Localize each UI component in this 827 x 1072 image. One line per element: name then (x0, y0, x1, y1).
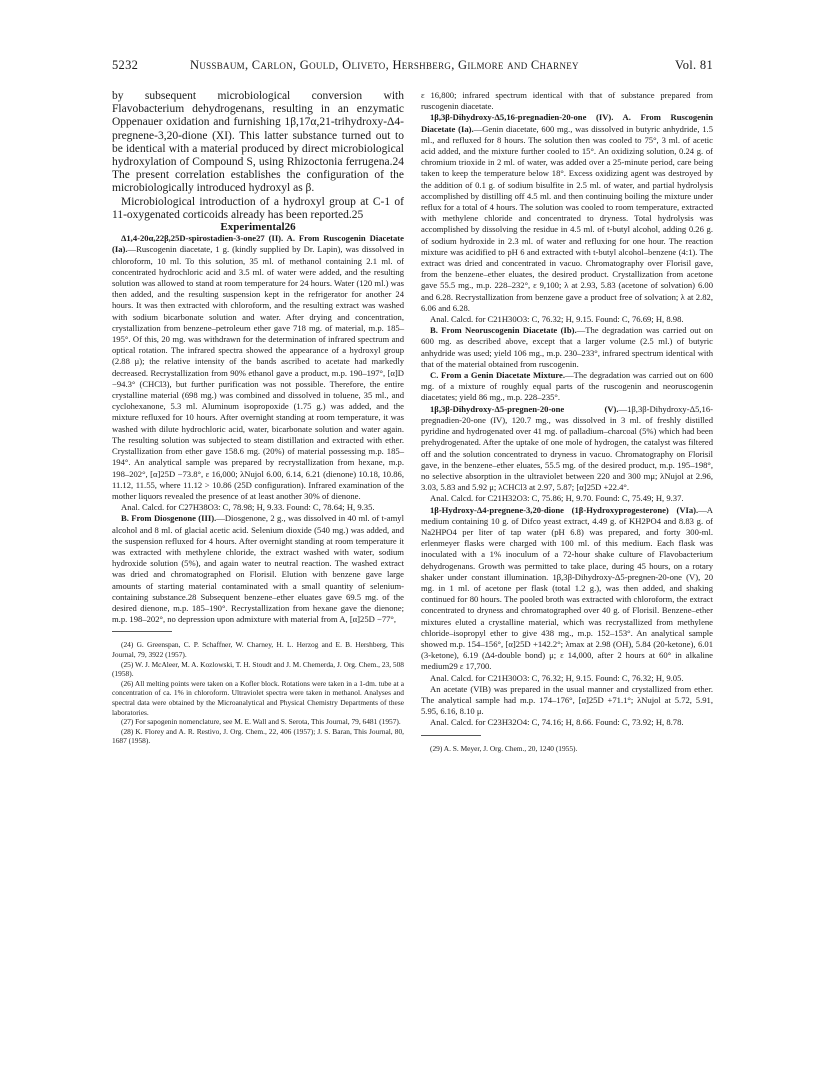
procedure-vib: An acetate (VIB) was prepared in the usual manner and crystallized from ether. The analytical sample had m.p. 174–176°, [α]25D +71.1°; λNujol at 5.72, 5.91, 5.95, 6.16, 8.10 μ. (421, 683, 713, 717)
running-header (112, 58, 713, 76)
footnote-divider (112, 631, 172, 632)
procedure-b-body: —Diosgenone, 2 g., was dissolved in 40 ml. of t-amyl alcohol and 8 ml. of glacial acetic acid. Selenium dioxide (540 mg.) was added, and the suspension refluxed for 4 hours. After overnight standing at room temperature it was extracted with methylene chloride, the extract washed with water, sodium hydroxide solution (5%), and again water to neutral reaction. The washed extract was dried and chromatographed on Florisil. Elution with benzene gave large amounts of starting material contaminated with a small quantity of selenium-containing substance.28 Subsequent benzene–ether eluates gave 69.5 mg. of the desired dienone, m.p. 185–190°. Recrystallization from hexane gave the dienone; m.p. 198–202°, no depression upon admixture with material from A, [α]25D −77°, (112, 513, 404, 625)
procedure-via-heading: 1β-Hydroxy-Δ4-pregnene-3,20-dione (1β-Hydroxyprogesterone) (VIa). (430, 504, 699, 515)
intro-paragraph-2: Microbiological introduction of a hydroxyl group at C-1 of 11-oxygenated corticoids already has been reported.25 (112, 195, 404, 221)
procedure-via (421, 505, 713, 673)
running-title: Nussbaum, Carlon, Gould, Oliveto, Hershberg, Gilmore and Charney (190, 58, 579, 72)
footnotes-right (421, 744, 713, 754)
procedure-iv-c (421, 370, 713, 404)
analysis-vib: Anal. Calcd. for C23H32O4: C, 74.16; H, 8.66. Found: C, 73.92; H, 8.78. (430, 717, 684, 728)
analysis-a: Anal. Calcd. for C27H38O3: C, 78.98; H, 9.33. Found: C, 78.64; H, 9.35. (121, 502, 375, 513)
procedure-iv-body: —Genin diacetate, 600 mg., was dissolved in butyric anhydride, 1.5 ml., and refluxed for 8 hours. The solution then was cooled to 75°, 3 ml. of acetic acid added, and the mixture further cooled to 15°. An oxidizing solution, 0.24 g. of chromium trioxide in 2 ml. of water, was added over a 25-minute period, care being taken to keep the temperature below 18°. Excess oxidizing agent was destroyed by the addition of 0.1 g. of sodium bisulfite in 2.5 ml. of water, and partial hydrolysis accomplished by distilling off 4.5 ml. and then continuing boiling the mixture under reflux for a total of 4 hours. The solution was cooled to room temperature, extracted with methylene chloride and concentrated to dryness. Total hydrolysis was accomplished by dissolving the residue in 4.5 ml. of t-butyl alcohol, adding 0.26 g. of sodium hydroxide in 2.3 ml. of water and refluxing for one hour. The reaction mixture was acidified to pH 6 and extracted with t-butyl alcohol–benzene (4:1). The extract was dried and concentrated in vacuo. Chromatography over Florisil gave, from the benzene–ether eluates, the desired product. Crystallization from acetone gave 55.5 mg., m.p. 228–232°, ε 9,100; λ at 2.93, 5.83 (acetone of solvation) 6.00 and 6.28. Recrystallization from benzene gave a product free of solvation; λ at 2.82, 6.06 and 6.28. (421, 123, 713, 313)
analysis-via: Anal. Calcd. for C21H30O3: C, 76.32; H, 9.15. Found: C, 76.32; H, 9.05. (430, 672, 684, 683)
procedure-iv-heading: 1β,3β-Dihydroxy-Δ5,16-pregnadien-20-one (IV). A. From Ruscogenin Diacetate (Ia). (421, 112, 713, 134)
procedure-iv-b (421, 325, 713, 370)
footnote-29: (29) A. S. Meyer, J. Org. Chem., 20, 1240 (1955). (430, 743, 578, 753)
procedure-iv-c-heading: C. From a Genin Diacetate Mixture. (430, 370, 566, 381)
right-column (421, 90, 713, 753)
footnote-24: (24) G. Greenspan, C. P. Schaffner, W. Charney, H. L. Herzog and E. B. Hershberg, This Journal, 79, 3922 (1957). (112, 640, 404, 659)
analysis-iv: Anal. Calcd. for C21H30O3: C, 76.32; H, 9.15. Found: C, 76.69; H, 8.98. (430, 314, 684, 325)
analysis-v: Anal. Calcd. for C21H32O3: C, 75.86; H, 9.70. Found: C, 75.49; H, 9.37. (430, 493, 684, 504)
procedure-iv-a (421, 112, 713, 314)
procedure-a-body: —Ruscogenin diacetate, 1 g. (kindly supplied by Dr. Lapin), was dissolved in chloroform, 10 ml. To this solution, 35 ml. of methanol containing 2.1 ml. of concentrated hydrochloric acid and 3.5 ml. of water were added, and the resulting solution was allowed to stand at room temperature for 24 hours. Water (120 ml.) was then added, and the resulting suspension kept in the refrigerator for another 24 hours. It was then extracted with chloroform, and the resulting extract was washed with sodium bicarbonate solution and water. After drying and concentration, crystallization from benzene–petroleum ether gave 718 mg. of material, m.p. 185–195°. Of this, 20 mg. was withdrawn for the determination of infrared spectrum and optical rotation. The infrared spectra showed the appearance of a hydroxyl group (2.88 μ); the relative intensity of the bands ascribed to acetate had markedly decreased. Recrystallization from 90% ethanol gave a product, m.p. 190–197°, [α]D −94.3° (CHCl3), but further purification was not possible. Therefore, the entire crystalline material (698 mg.) was combined and dissolved in toluene, 35 ml., and cyclohexanone, 5.3 ml. Aluminum isopropoxide (1.75 g.) was added, and the mixture refluxed for 10 hours. After overnight standing at room temperature, it was washed with dilute hydrochloric acid, water, bicarbonate solution and water again. The resulting solution was subjected to steam distillation and extracted with ether. Crystallization from ether gave 158.6 mg. (20%) of material possessing m.p. 185–194°. An analytical sample was prepared by recrystallization from hexane, m.p. 198–202°, [α]25D −73.8°, ε 16,000; λNujol 6.00, 6.14, 6.21 (dienone) 10.18, 10.86, 11.12, 11.55, where 11.12 > 10.86 (25D configuration). Infrared examination of the mother liquors revealed the presence of at least another 30% of dienone. (112, 244, 404, 501)
footnote-27: (27) For sapogenin nomenclature, see M. E. Wall and S. Serota, This Journal, 79, 6481 (1957). (121, 717, 401, 727)
intro-paragraph-1: by subsequent microbiological conversion with Flavobacterium dehydrogenans, resulting in an enzymatic Oppenauer oxidation and furnishing 1β,17α,21-trihydroxy-Δ4-pregnene-3,20-dione (XI). This latter substance turned out to be identical with a material produced by direct microbiological hydroxylation of Compound S, using Rhizoctonia ferrugena.24 The present correlation establishes the configuration of the microbiologically introduced hydroxyl as β. (112, 90, 404, 195)
footnote-25: (25) W. J. McAleer, M. A. Kozlowski, T. H. Stoudt and J. M. Chemerda, J. Org. Chem., 23, 508 (1958). (112, 659, 404, 679)
procedure-iv-b-heading: B. From Neoruscogenin Diacetate (Ib). (430, 325, 577, 336)
section-heading-experimental: Experimental26 (220, 221, 296, 234)
intro-text (112, 90, 404, 222)
footnote-divider-right (421, 735, 481, 736)
procedure-iv-c-body: —The degradation was carried out on 600 mg. of a mixture of roughly equal parts of the ruscogenin and neoruscogenin diacetates; yield 86 mg., m.p. 228–235°. (421, 370, 714, 403)
procedure-b-heading: B. From Diosgenone (III). (121, 513, 217, 524)
procedure-via-body: —A medium containing 10 g. of Difco yeast extract, 4.49 g. of KH2PO4 and 8.83 g. of Na2HPO4 per liter of tap water (pH 6.8) was prepared, and forty 300-ml. erlenmeyer flasks were charged with 100 ml. of this medium. Each flask was inoculated with a 1% inoculum of a 72-hour shake culture of Flavobacterium dehydrogenans. Growth was permitted to take place, during 45 hours, on a rotary shaker under constant illumination. 1β,3β-Dihydroxy-Δ5-pregnen-20-one (V), 20 mg. in 1 ml. of acetone per flask (total 1.2 g.), was then added, and shaking continued for 80 hours. The pooled broth was extracted with chloroform, the extract concentrated to dryness and chromatographed over 40 g. of Florisil. Benzene–ether mixtures eluted a crystalline material, which was recrystallized from methylene chloride–isopropyl ether to give 438 mg., m.p. 152–153°. An analytical sample showed m.p. 154–156°, [α]25D +142.2°; λmax at 2.98 (OH), 5.84 (20-ketone), 6.01 (3-ketone), 6.19 (Δ4-double bond) μ; ε 14,000, after 2 hours at 60° in alkaline medium29 ε 17,700. (421, 504, 713, 672)
procedure-b (112, 513, 404, 625)
page-number: 5232 (112, 58, 139, 72)
continuation-text: ε 16,800; infrared spectrum identical with that of substance prepared from ruscogenin diacetate. (421, 90, 713, 112)
procedure-a-heading: Δ1,4-20α,22β,25D-spirostadien-3-one27 (II). A. From Ruscogenin Diacetate (Ia). (112, 233, 404, 255)
left-column (112, 90, 404, 746)
footnotes-left (112, 640, 404, 746)
procedure-v (421, 404, 713, 494)
procedure-a (112, 233, 404, 502)
procedure-v-body: —1β,3β-Dihydroxy-Δ5,16-pregnadien-20-one (IV), 120.7 mg., was dissolved in 3 ml. of freshly distilled pyridine and hydrogenated over 41 mg. of palladium–charcoal (5%) which had been prehydrogenated. After the uptake of one mole of hydrogen, the catalyst was filtered off and the solution concentrated to dryness in vacuo. Chromatography on Florisil gave, in the benzene–ether eluates, 55.5 mg. of the desired product, m.p. 195–198°, no selective absorption in the ultraviolet between 220 and 300 mμ; λNujol at 2.96, 3.03, 5.83 and 5.92 μ; λCHCl3 at 2.97, 5.87; [α]25D +22.4°. (421, 403, 713, 493)
procedure-v-heading: 1β,3β-Dihydroxy-Δ5-pregnen-20-one (V). (430, 403, 619, 414)
footnote-26: (26) All melting points were taken on a Kofler block. Rotations were taken in a 1-dm. tube at a concentration of ca. 1% in chloroform. Ultraviolet spectra were taken in methanol. Analyses and spectral data were obtained by the Microanalytical and Physical Chemistry Departments of these laboratories. (112, 678, 404, 717)
procedure-iv-b-body: —The degradation was carried out on 600 mg. as described above, except that a larger volume (2.5 ml.) of butyric anhydride was used; yield 106 mg., m.p. 230–233°, infrared spectrum identical with that of the material obtained from ruscogenin. (421, 325, 713, 369)
footnote-28: (28) K. Florey and A. R. Restivo, J. Org. Chem., 22, 406 (1957); J. S. Baran, This Journal, 80, 1687 (1958). (112, 726, 404, 746)
volume-label: Vol. 81 (675, 58, 713, 72)
